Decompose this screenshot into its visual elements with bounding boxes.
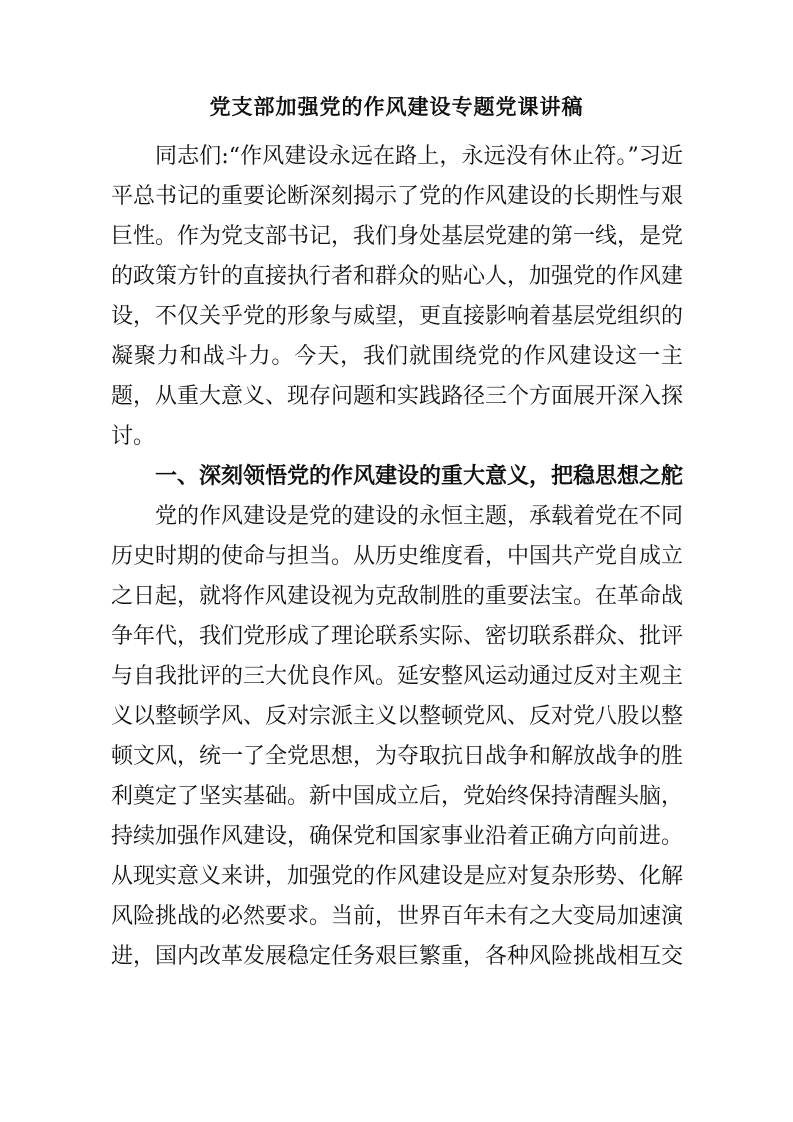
document-title: 党支部加强党的作风建设专题党课讲稿 — [209, 95, 584, 119]
document-body — [111, 137, 683, 977]
intro-paragraph: 同志们:“作风建设永远在路上，永远没有休止符。”习近平总书记的重要论断深刻揭示了党的作风建设的长期性与艰巨性。作为党支部书记，我们身处基层党建的第一线，是党的政策方针的直接执行者和群众的贴心人，加强党的作风建设，不仅关乎党的形象与威望，更直接影响着基层党组织的凝聚力和战斗力。今天，我们就围绕党的作风建设这一主题，从重大意义、现存问题和实践路径三个方面展开深入探讨。 — [111, 144, 684, 449]
section-heading: 一、深刻领悟党的作风建设的重大意义，把稳思想之舵 — [155, 464, 684, 489]
section-paragraph: 党的作风建设是党的建设的永恒主题，承载着党在不同历史时期的使命与担当。从历史维度看，中国共产党自成立之日起，就将作风建设视为克敌制胜的重要法宝。在革命战争年代，我们党形成了理论联系实际、密切联系群众、批评与自我批评的三大优良作风。延安整风运动通过反对主观主义以整顿学风、反对宗派主义以整顿党风、反对党八股以整顿文风，统一了全党思想，为夺取抗日战争和解放战争的胜利奠定了坚实基础。新中国成立后，党始终保持清醒头脑，持续加强作风建设，确保党和国家事业沿着正确方向前进。从现实意义来讲，加强党的作风建设是应对复杂形势、化解风险挑战的必然要求。当前，世界百年未有之大变局加速演进，国内改革发展稳定任务艰巨繁重，各种风险挑战相互交 — [111, 504, 684, 969]
